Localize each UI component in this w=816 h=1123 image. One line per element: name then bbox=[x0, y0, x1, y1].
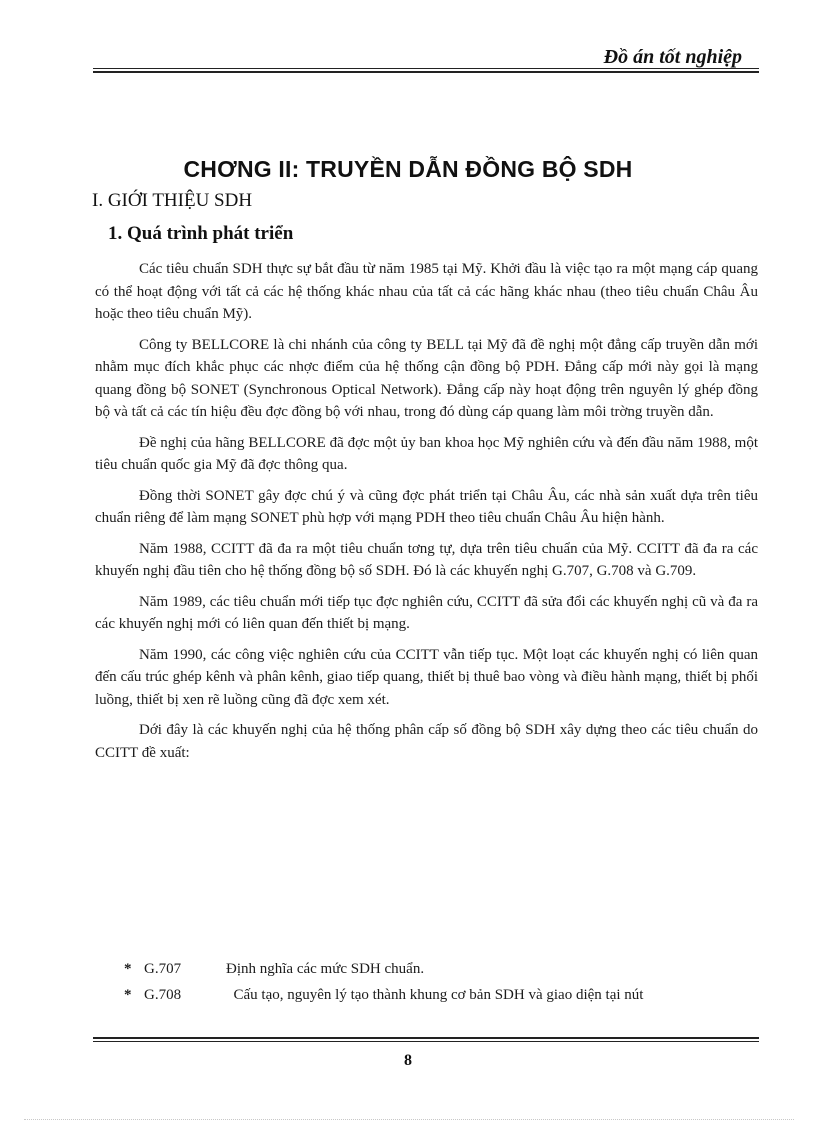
subsection-heading: 1. Quá trình phát triển bbox=[108, 223, 294, 244]
paragraph: Các tiêu chuẩn SDH thực sự bắt đầu từ năm 1985 tại Mỹ. Khởi đầu là việc tạo ra một mạng cáp quang có thể hoạt động với tất cả các hệ thống khác nhau của tất cả các hãng khác nhau (theo tiêu chuẩn Châu Âu hoặc theo tiêu chuẩn Mỹ). bbox=[95, 261, 758, 322]
recommendation-code: G.707 bbox=[144, 961, 182, 977]
page-header-title: Đồ án tốt nghiệp bbox=[603, 46, 742, 68]
bullet-star: * bbox=[124, 987, 132, 1003]
paragraph: Năm 1989, các tiêu chuẩn mới tiếp tục đợc nghiên cứu, CCITT đã sửa đổi các khuyến nghị cũ và đa ra các khuyến nghị mới có liên quan đến thiết bị mạng. bbox=[95, 593, 758, 632]
paragraph: Dới đây là các khuyến nghị của hệ thống phân cấp số đồng bộ SDH xây dựng theo các tiêu chuẩn do CCITT đề xuất: bbox=[95, 722, 758, 761]
page-edge-divider bbox=[24, 1119, 794, 1120]
footer-rule bbox=[93, 1037, 759, 1042]
paragraph: Công ty BELLCORE là chi nhánh của công ty BELL tại Mỹ đã đề nghị một đẳng cấp truyền dẫn mới nhằm mục đích khắc phục các nhợc điểm của hệ thống cận đồng bộ PDH. Đẳng cấp mới này gọi là mạng quang đồng bộ SONET (Synchronous Optical Network). Đẳng cấp này hoạt động trên nguyên lý ghép đồng bộ và tất cả các tín hiệu đều đợc đồng bộ với nhau, trong đó dùng cáp quang làm môi trờng truyền dẫn. bbox=[95, 336, 758, 420]
body-text bbox=[95, 258, 758, 772]
paragraph: Đề nghị của hãng BELLCORE đã đợc một ủy ban khoa học Mỹ nghiên cứu và đến đầu năm 1988, một tiêu chuẩn quốc gia Mỹ đã đợc thông qua. bbox=[95, 434, 758, 473]
page-number: 8 bbox=[404, 1052, 412, 1069]
recommendation-code: G.708 bbox=[144, 987, 182, 1003]
recommendation-item bbox=[124, 987, 643, 1004]
bullet-star: * bbox=[124, 961, 132, 977]
chapter-title: CHƠNG II: TRUYỀN DẪN ĐỒNG BỘ SDH bbox=[183, 156, 633, 182]
section-heading: I. GIỚI THIỆU SDH bbox=[92, 190, 253, 211]
recommendation-item bbox=[124, 961, 424, 978]
header-rule bbox=[93, 68, 759, 73]
recommendation-description: Cấu tạo, nguyên lý tạo thành khung cơ bản SDH và giao diện tại nút bbox=[226, 987, 644, 1003]
recommendation-description: Định nghĩa các mức SDH chuẩn. bbox=[226, 961, 425, 977]
paragraph: Năm 1988, CCITT đã đa ra một tiêu chuẩn tơng tự, dựa trên tiêu chuẩn của Mỹ. CCITT đã đa ra các khuyến nghị đầu tiên cho hệ thống đồng bộ số SDH. Đó là các khuyến nghị G.707, G.708 và G.709. bbox=[95, 540, 758, 579]
paragraph: Năm 1990, các công việc nghiên cứu của CCITT vẫn tiếp tục. Một loạt các khuyến nghị có liên quan đến cấu trúc ghép kênh và phân kênh, giao tiếp quang, thiết bị thuê bao vòng và điều hành mạng, thiết bị phối luồng, thiết bị xen rẽ luồng cũng đã đợc xem xét. bbox=[95, 646, 758, 708]
paragraph: Đồng thời SONET gây đợc chú ý và cũng đợc phát triển tại Châu Âu, các nhà sản xuất dựa trên tiêu chuẩn riêng để làm mạng SONET phù hợp với mạng PDH theo tiêu chuẩn Châu Âu hiện hành. bbox=[95, 487, 758, 526]
